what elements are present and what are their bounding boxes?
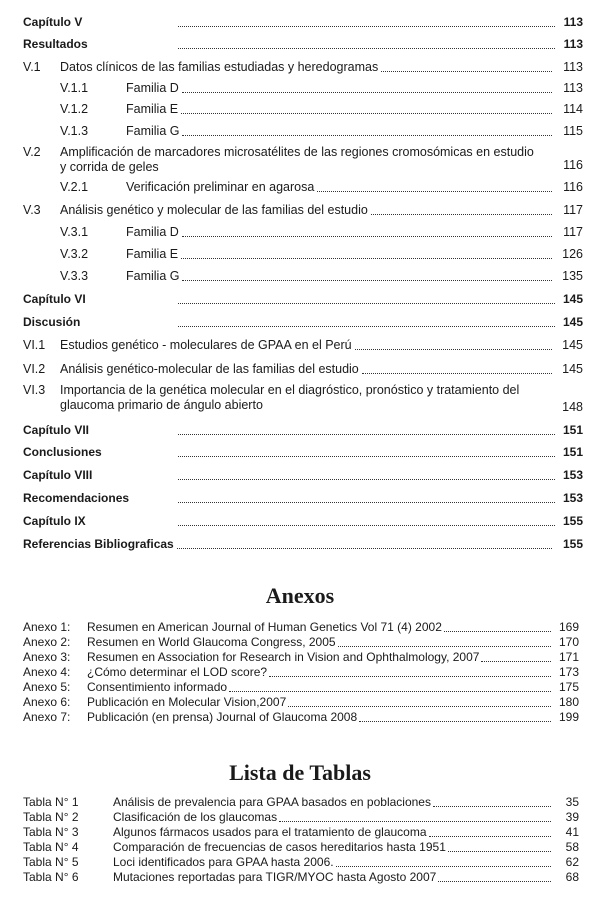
tabla-label: Tabla N° 4 [23, 840, 79, 854]
toc-title: Capítulo V [23, 15, 83, 29]
toc-number: V.2 [23, 145, 41, 159]
tabla-label: Tabla N° 3 [23, 825, 79, 839]
anexo-page: 175 [558, 680, 579, 694]
toc-title: Capítulo VIII [23, 468, 93, 482]
toc-title: Importancia de la genética molecular en el diagróstico, pronóstico y tratamiento del glaucoma primario de ángulo abierto [60, 383, 520, 412]
toc-page: 117 [563, 225, 583, 239]
toc-page: 145 [562, 315, 583, 329]
toc-entry[interactable] [23, 284, 583, 307]
dot-leader [178, 501, 555, 503]
dot-leader [444, 631, 551, 632]
list-item[interactable] [23, 710, 579, 725]
tabla-page: 68 [565, 870, 579, 884]
toc-entry[interactable] [23, 240, 583, 262]
tabla-page: 62 [565, 855, 579, 869]
toc-entry[interactable] [23, 173, 583, 195]
anexo-label: Anexo 1: [23, 620, 71, 634]
dot-leader [438, 881, 551, 882]
toc-title: Familia G [126, 124, 180, 138]
dot-leader [279, 821, 551, 822]
dot-leader [229, 691, 551, 692]
toc-number: V.1.3 [60, 124, 89, 138]
toc-page: 151 [562, 423, 583, 437]
toc-entry[interactable] [23, 415, 583, 438]
dot-leader [269, 676, 551, 677]
anexo-title: Consentimiento informado [87, 680, 228, 694]
toc-title: Capítulo VI [23, 292, 86, 306]
toc-page: 116 [563, 158, 583, 172]
toc-page: 135 [562, 269, 583, 283]
anexo-title: ¿Cómo determinar el LOD score? [87, 665, 268, 679]
toc-entry[interactable] [23, 460, 583, 483]
toc-number: VI.3 [23, 383, 46, 397]
toc-entry[interactable] [23, 218, 583, 240]
dot-leader [338, 646, 551, 647]
toc-title: Recomendaciones [23, 491, 130, 505]
tabla-title: Análisis de prevalencia para GPAA basados en poblaciones [113, 795, 431, 809]
toc-number: V.3.1 [60, 225, 89, 239]
list-item[interactable] [23, 825, 579, 840]
anexos-heading: Anexos [265, 583, 335, 608]
toc-number: V.1.1 [60, 81, 89, 95]
toc-number: V.3.3 [60, 269, 89, 283]
toc-title: Familia E [126, 102, 179, 116]
toc-page: 113 [563, 60, 583, 74]
anexo-title: Resumen en American Journal of Human Genetics Vol 71 (4) 2002 [87, 620, 442, 634]
dot-leader [336, 866, 551, 867]
list-item[interactable] [23, 665, 579, 680]
toc-entry[interactable] [23, 377, 583, 415]
toc-title: Capítulo VII [23, 423, 89, 437]
dot-leader [355, 348, 552, 350]
toc-page: 115 [563, 124, 583, 138]
anexo-page: 171 [558, 650, 579, 664]
toc-title: Análisis genético y molecular de las familias del estudio [60, 203, 368, 217]
tabla-title: Loci identificados para GPAA hasta 2006. [113, 855, 334, 869]
dot-leader [429, 836, 551, 837]
anexo-title: Publicación (en prensa) Journal of Glaucoma 2008 [87, 710, 358, 724]
toc-title: Familia D [126, 81, 179, 95]
toc-page: 117 [563, 203, 583, 217]
anexo-page: 169 [558, 620, 579, 634]
dot-leader [481, 661, 551, 662]
toc-entry[interactable] [23, 96, 583, 117]
tabla-title: Comparación de frecuencias de casos hereditarios hasta 1951 [113, 840, 446, 854]
dot-leader [359, 721, 551, 722]
dot-leader [178, 478, 555, 480]
anexos-list [23, 620, 579, 725]
toc-title: Familia D [126, 225, 179, 239]
anexo-title: Resumen en World Glaucoma Congress, 2005 [87, 635, 336, 649]
dot-leader [178, 455, 555, 457]
list-item[interactable] [23, 635, 579, 650]
dot-leader [288, 706, 551, 707]
toc-number: V.1 [23, 60, 41, 74]
toc-entry[interactable] [23, 262, 583, 284]
anexo-label: Anexo 2: [23, 635, 71, 649]
toc-title: Estudios genético - moleculares de GPAA en el Perú [60, 338, 352, 352]
dot-leader [177, 547, 552, 549]
toc-page: 116 [563, 180, 583, 194]
dot-leader [181, 112, 552, 114]
anexo-title: Publicación en Molecular Vision,2007 [87, 695, 287, 709]
toc-entry[interactable] [23, 52, 583, 75]
anexo-label: Anexo 3: [23, 650, 71, 664]
toc-entry[interactable] [23, 529, 583, 552]
tablas-heading: Lista de Tablas [229, 760, 371, 785]
toc-entry[interactable] [23, 10, 583, 30]
toc-title: Capítulo IX [23, 514, 86, 528]
dot-leader [182, 91, 552, 93]
toc-title: Referencias Bibliograficas [23, 537, 174, 551]
list-item[interactable] [23, 855, 579, 870]
dot-leader [362, 372, 552, 374]
list-item[interactable] [23, 795, 579, 810]
list-item[interactable] [23, 695, 579, 710]
toc-title: Verificación preliminar en agarosa [126, 180, 315, 194]
toc-page: 113 [563, 81, 583, 95]
toc-page: 145 [562, 292, 583, 306]
dot-leader [448, 851, 551, 852]
list-item[interactable] [23, 620, 579, 635]
toc-title: Resultados [23, 37, 88, 51]
list-item[interactable] [23, 840, 579, 855]
tabla-page: 35 [565, 795, 579, 809]
tabla-label: Tabla N° 1 [23, 795, 79, 809]
list-item[interactable] [23, 870, 579, 885]
anexo-page: 173 [558, 665, 579, 679]
tabla-page: 58 [565, 840, 579, 854]
toc-entry[interactable] [23, 483, 583, 506]
toc-entry[interactable] [23, 117, 583, 139]
list-item[interactable] [23, 810, 579, 825]
toc-page: 113 [563, 15, 583, 29]
dot-leader [178, 302, 555, 304]
toc-title: Familia E [126, 247, 179, 261]
dot-leader [182, 134, 552, 136]
toc-entry[interactable] [23, 330, 583, 353]
anexo-page: 199 [558, 710, 579, 724]
toc-number: V.2.1 [60, 180, 89, 194]
dot-leader [371, 213, 552, 215]
anexo-label: Anexo 7: [23, 710, 71, 724]
toc-number: VI.2 [23, 362, 46, 376]
toc-page: 155 [562, 537, 583, 551]
list-item[interactable] [23, 680, 579, 695]
toc-number: V.1.2 [60, 102, 89, 116]
toc-entry[interactable] [23, 30, 583, 52]
tabla-page: 39 [565, 810, 579, 824]
toc-page: 113 [563, 37, 583, 51]
toc-page: 155 [562, 514, 583, 528]
toc-title: Análisis genético-molecular de las familias del estudio [60, 362, 359, 376]
toc-title: Datos clínicos de las familias estudiadas y heredogramas [60, 60, 379, 74]
list-item[interactable] [23, 650, 579, 665]
table-of-contents [23, 10, 583, 552]
dot-leader [178, 325, 555, 327]
toc-entry[interactable] [23, 353, 583, 377]
tabla-title: Algunos fármacos usados para el tratamiento de glaucoma [113, 825, 427, 839]
toc-title: Familia G [126, 269, 180, 283]
toc-entry[interactable] [23, 139, 583, 173]
tabla-title: Mutaciones reportadas para TIGR/MYOC hasta Agosto 2007 [113, 870, 437, 884]
toc-title: Amplificación de marcadores microsatélites de las regiones cromosómicas en estudio y corrida de geles [60, 145, 534, 174]
tabla-label: Tabla N° 5 [23, 855, 79, 869]
toc-page: 153 [562, 468, 583, 482]
dot-leader [181, 257, 552, 259]
anexo-label: Anexo 5: [23, 680, 71, 694]
toc-page: 148 [562, 400, 583, 414]
toc-page: 145 [562, 362, 583, 376]
anexo-label: Anexo 6: [23, 695, 71, 709]
toc-page: 145 [562, 338, 583, 352]
tabla-label: Tabla N° 6 [23, 870, 79, 884]
dot-leader [433, 806, 551, 807]
tabla-title: Clasificación de los glaucomas [113, 810, 278, 824]
toc-page: 114 [563, 102, 583, 116]
toc-number: V.3 [23, 203, 41, 217]
toc-entry[interactable] [23, 75, 583, 96]
tabla-label: Tabla N° 2 [23, 810, 79, 824]
toc-number: VI.1 [23, 338, 46, 352]
dot-leader [381, 70, 552, 72]
anexo-label: Anexo 4: [23, 665, 71, 679]
tablas-list [23, 795, 579, 885]
tabla-page: 41 [565, 825, 579, 839]
toc-entry[interactable] [23, 307, 583, 330]
toc-page: 153 [562, 491, 583, 505]
toc-entry[interactable] [23, 438, 583, 460]
dot-leader [178, 25, 555, 27]
toc-page: 126 [562, 247, 583, 261]
toc-entry[interactable] [23, 506, 583, 529]
toc-title: Conclusiones [23, 445, 102, 459]
anexo-page: 170 [558, 635, 579, 649]
toc-page: 151 [562, 445, 583, 459]
dot-leader [178, 47, 555, 49]
toc-title: Discusión [23, 315, 81, 329]
dot-leader [182, 235, 552, 237]
dot-leader [178, 433, 555, 435]
dot-leader [178, 524, 555, 526]
dot-leader [182, 279, 552, 281]
anexo-page: 180 [558, 695, 579, 709]
dot-leader [317, 190, 552, 192]
toc-number: V.3.2 [60, 247, 89, 261]
anexo-title: Resumen en Association for Research in Vision and Ophthalmology, 2007 [87, 650, 480, 664]
toc-entry[interactable] [23, 195, 583, 218]
